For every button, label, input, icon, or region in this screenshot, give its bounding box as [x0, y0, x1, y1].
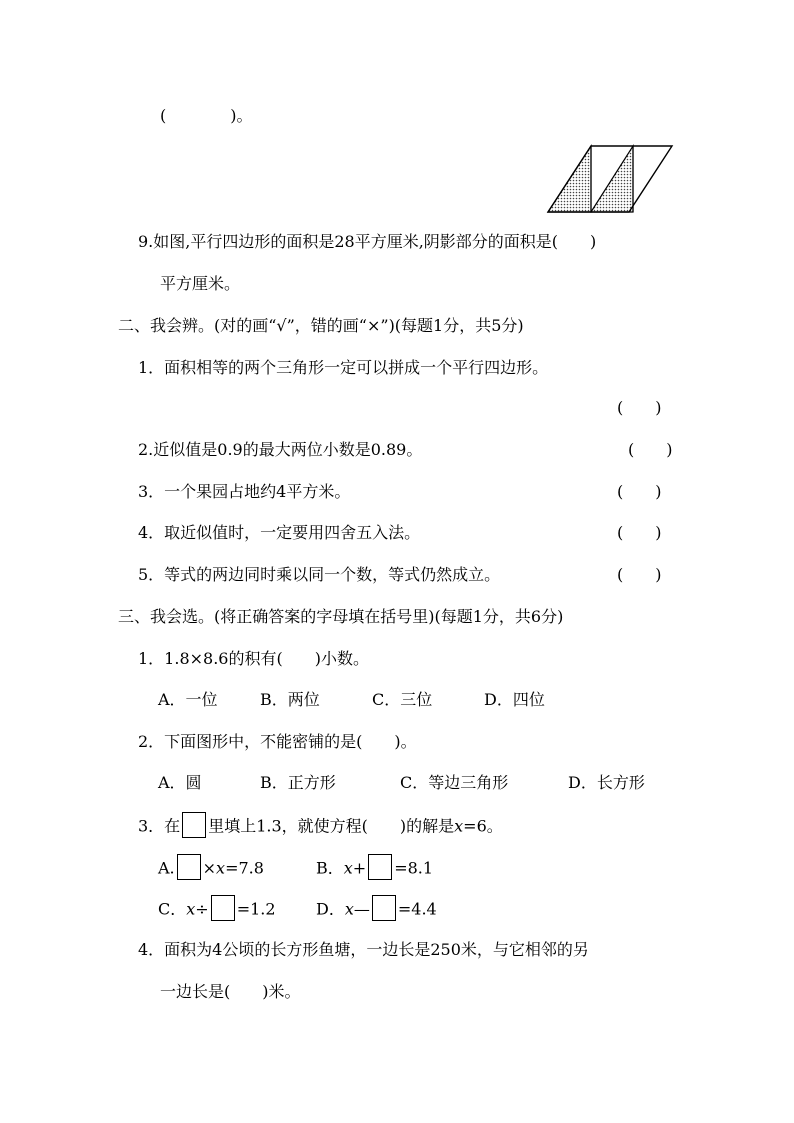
choice-q1-option-b: B．两位 [260, 690, 320, 709]
blank-box [177, 854, 201, 880]
variable-x: x [216, 858, 226, 878]
option-b-rest: =8.1 [394, 858, 434, 878]
plus-sign: + [352, 858, 367, 878]
choice-q2-option-c: C．等边三角形 [400, 773, 509, 792]
choice-q2-option-d: D．长方形 [568, 773, 645, 792]
option-b-label: B． [316, 858, 344, 878]
choice-q2-option-b: B．正方形 [260, 773, 336, 792]
question-9-line2: 平方厘米。 [160, 274, 241, 293]
judge-item-4: 4．取近似值时，一定要用四舍五入法。 [138, 523, 421, 542]
question-9-line1: 9.如图,平行四边形的面积是28平方厘米,阴影部分的面积是( ) [138, 232, 597, 251]
variable-x: x [186, 899, 196, 919]
times-sign: × [202, 858, 217, 878]
choice-q1-option-c: C．三位 [372, 690, 433, 709]
choice-q3-option-a [158, 856, 264, 882]
judge-item-5-answer: ( ) [617, 565, 662, 584]
choice-q3-option-c [158, 897, 276, 923]
choice-q3-option-d [316, 897, 437, 923]
option-d-label: D． [316, 899, 345, 919]
blank-box [182, 812, 206, 838]
choice-q1-option-d: D．四位 [484, 690, 545, 709]
option-c-rest: =1.2 [236, 899, 276, 919]
judge-item-5: 5．等式的两边同时乘以同一个数，等式仍然成立。 [138, 565, 501, 584]
section-3-title: 三、我会选。(将正确答案的字母填在括号里)(每题1分，共6分) [118, 607, 564, 626]
choice-q1-stem: 1．1.8×8.6的积有( )小数。 [138, 649, 369, 668]
judge-item-3: 3．一个果园占地约4平方米。 [138, 482, 351, 501]
option-d-rest: =4.4 [397, 899, 437, 919]
blank-box [368, 854, 392, 880]
judge-item-3-answer: ( ) [617, 482, 662, 501]
judge-item-2-answer: ( ) [628, 440, 673, 459]
option-a-label: A. [158, 858, 175, 878]
choice-q4-line1: 4．面积为4公顷的长方形鱼塘，一边长是250米，与它相邻的另 [138, 940, 589, 959]
variable-x: x [344, 899, 354, 919]
option-c-label: C． [158, 899, 187, 919]
choice-q2-option-a: A．圆 [158, 773, 202, 792]
choice-q1-option-a: A．一位 [158, 690, 218, 709]
variable-x: x [343, 858, 353, 878]
judge-item-2: 2.近似值是0.9的最大两位小数是0.89。 [138, 440, 423, 459]
choice-q2-stem: 2．下面图形中，不能密铺的是( )。 [138, 732, 417, 751]
judge-item-1-answer: ( ) [617, 398, 662, 417]
blank-box [211, 895, 235, 921]
q3-stem-part-c: =6。 [463, 816, 503, 836]
option-a-rest: =7.8 [225, 858, 264, 878]
choice-q3-option-b [316, 856, 433, 882]
variable-x: x [454, 816, 464, 836]
previous-answer-blank: ( )。 [160, 106, 253, 125]
blank-box [372, 895, 396, 921]
judge-item-1: 1．面积相等的两个三角形一定可以拼成一个平行四边形。 [138, 358, 549, 377]
shaded-triangle-right [591, 146, 633, 212]
section-2-title: 二、我会辨。(对的画“√”，错的画“×”)(每题1分，共5分) [118, 316, 524, 335]
choice-q3-stem [138, 814, 503, 840]
parallelogram-figure [545, 143, 677, 215]
judge-item-4-answer: ( ) [617, 523, 662, 542]
q3-stem-part-b: 里填上1.3，就使方程( )的解是 [208, 816, 455, 836]
divide-sign: ÷ [195, 899, 209, 919]
minus-sign: — [353, 899, 370, 919]
q3-stem-part-a: 3．在 [138, 816, 181, 836]
choice-q4-line2: 一边长是( )米。 [160, 982, 301, 1001]
